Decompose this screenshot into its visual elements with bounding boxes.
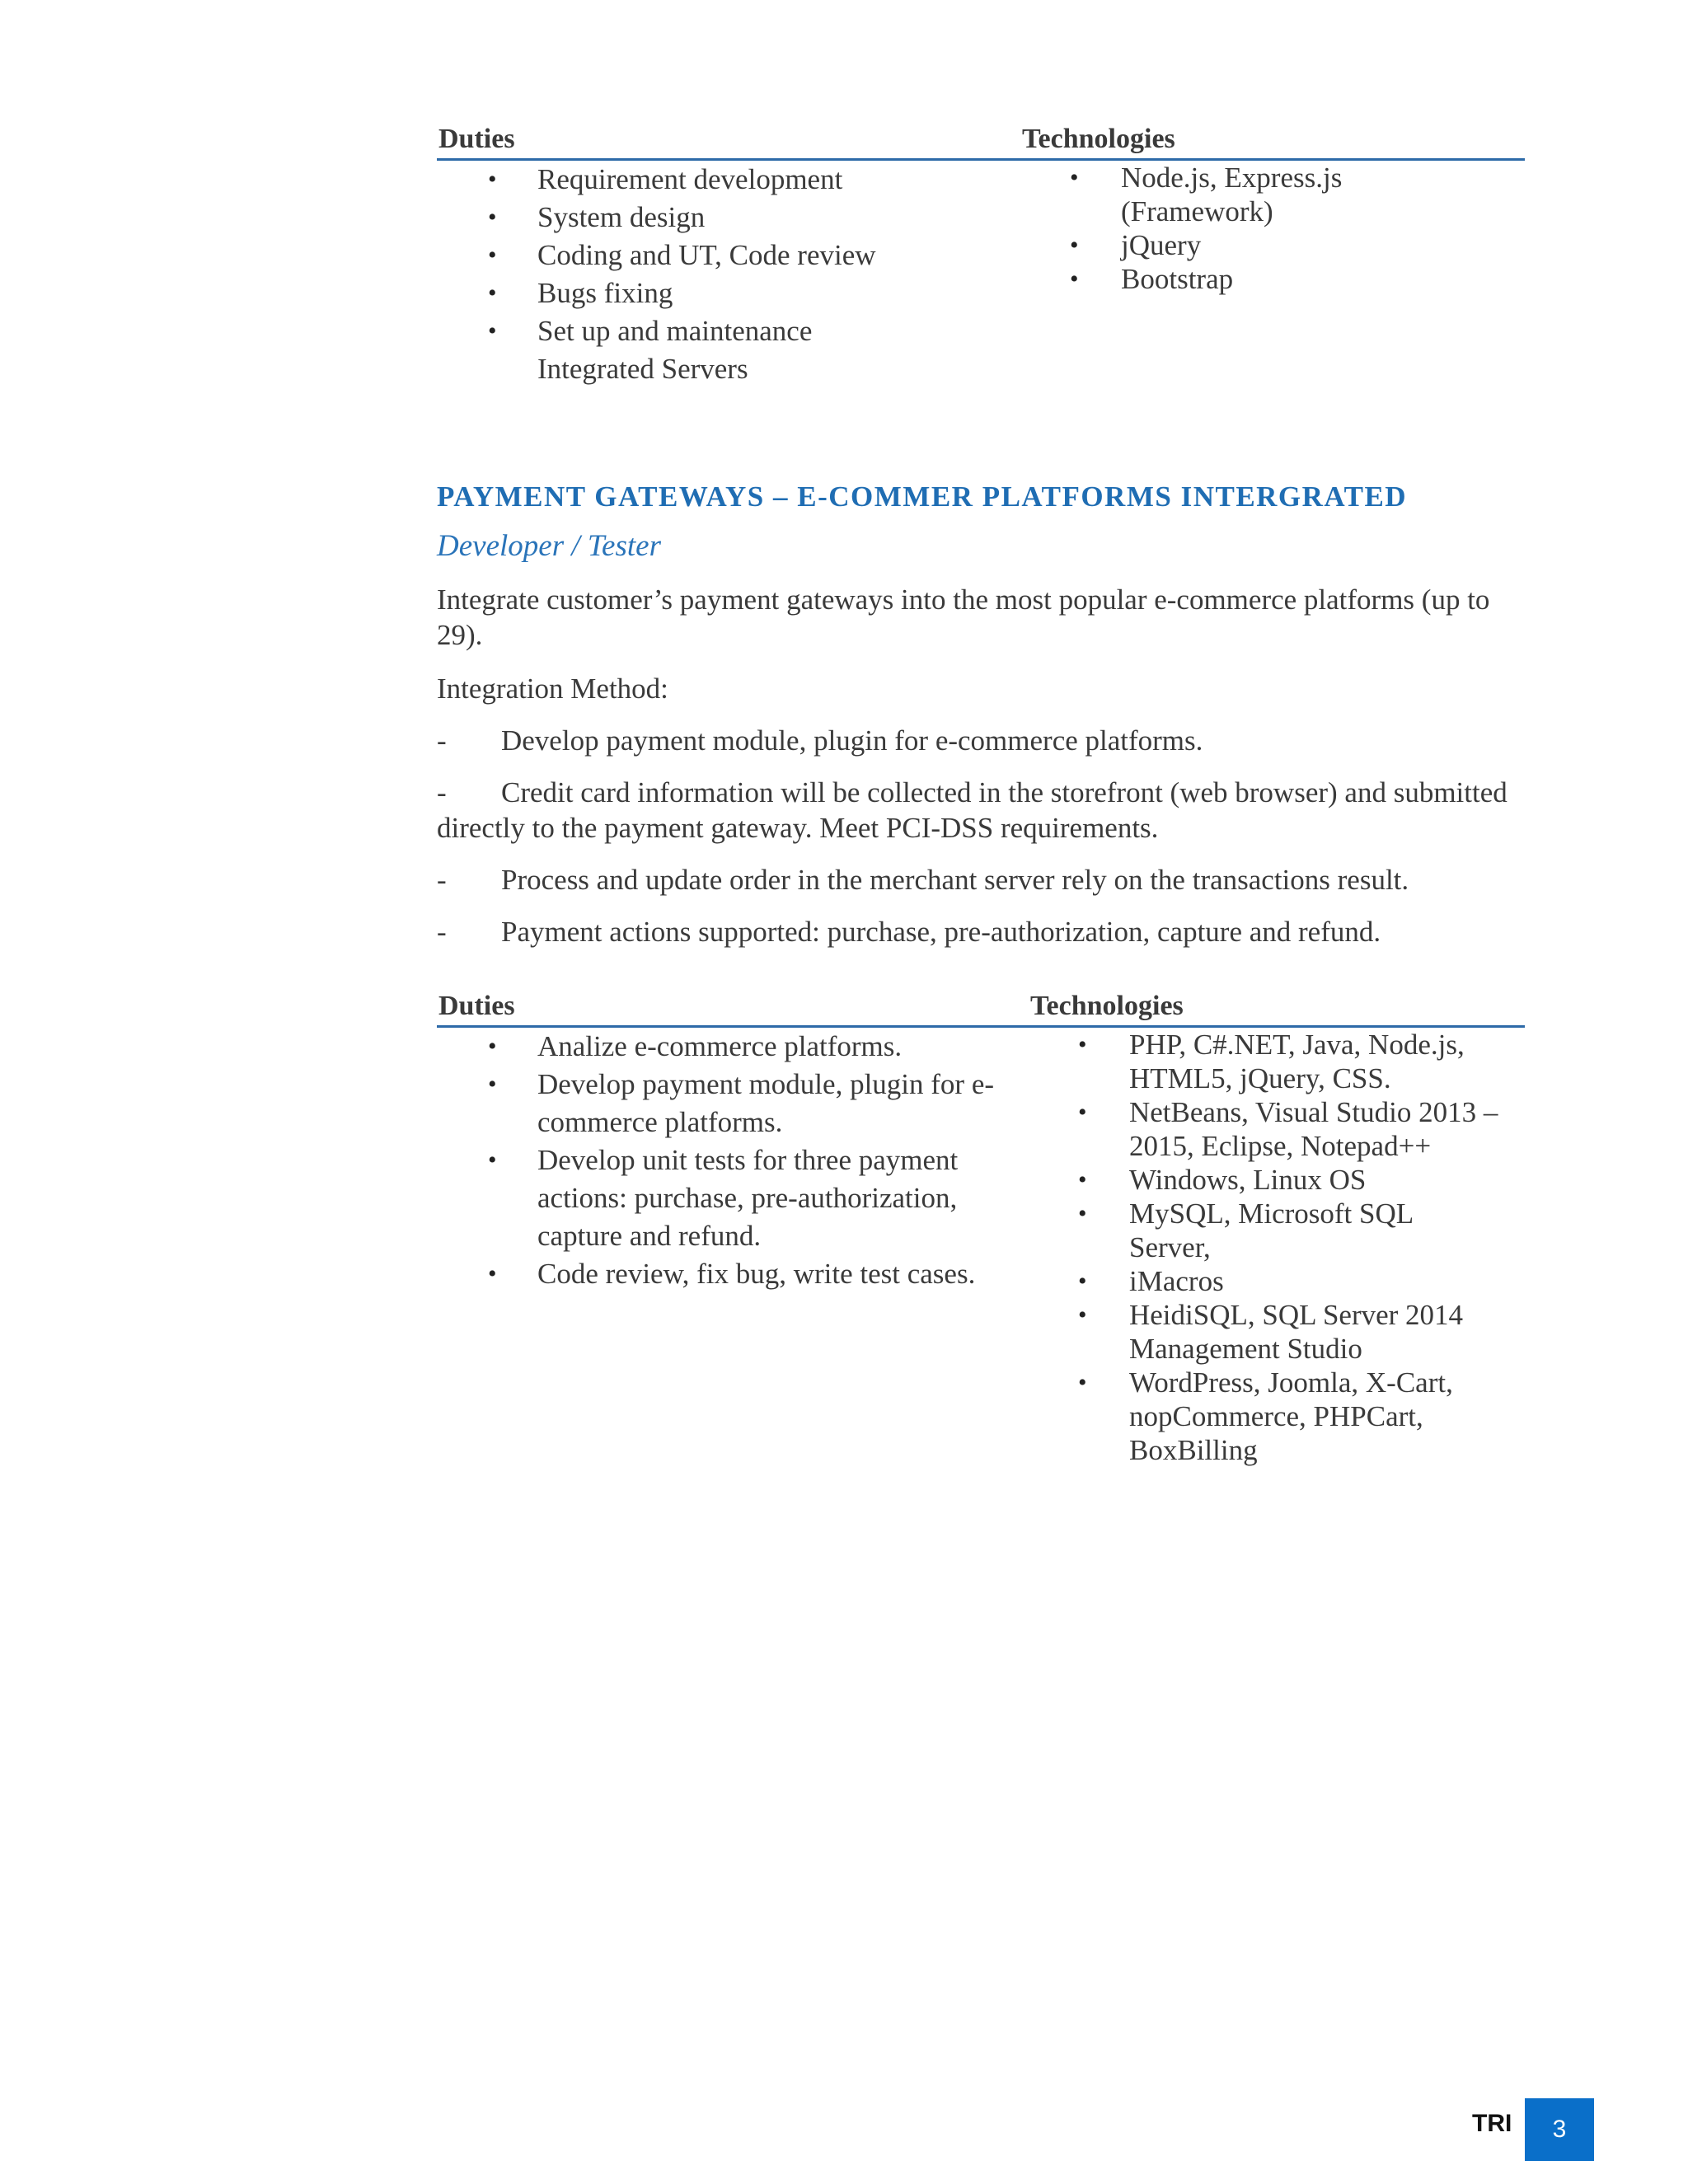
method-text: Payment actions supported: purchase, pre-authorization, capture and refund. — [501, 916, 1381, 948]
dash-marker: - — [437, 724, 447, 757]
integration-method-label: Integration Method: — [437, 673, 668, 705]
dash-marker: - — [437, 776, 447, 808]
document-content — [437, 124, 1525, 1467]
duties-header: Duties — [438, 991, 515, 1021]
page-number: 3 — [1552, 2116, 1567, 2143]
duty-item: • Code review, fix bug, write test cases. — [437, 1255, 1029, 1293]
method-text: Credit card information will be collected in the storefront (web browser) and submitted directly to the payment gateway. Meet PCI-DSS requirements. — [437, 776, 1507, 844]
technology-item: • Windows, Linux OS — [1029, 1163, 1525, 1197]
technologies-header: Technologies — [1022, 124, 1175, 154]
duty-item: • System design — [437, 199, 1020, 237]
duty-item: • Bugs fixing — [437, 274, 1020, 312]
duty-item: • Coding and UT, Code review — [437, 237, 1020, 274]
method-text: Develop payment module, plugin for e-commerce platforms. — [501, 724, 1203, 757]
dash-marker: - — [437, 916, 447, 948]
technologies-column — [1020, 161, 1525, 388]
method-item — [437, 914, 1525, 949]
technology-item: • WordPress, Joomla, X-Cart, nopCommerce, PHPCart, BoxBilling — [1029, 1366, 1500, 1467]
table-1-body — [437, 161, 1525, 388]
duty-item: • Develop payment module, plugin for e-commerce platforms. — [437, 1066, 999, 1141]
duties-column — [437, 161, 1020, 388]
technology-item: • HeidiSQL, SQL Server 2014 Management Studio — [1029, 1298, 1500, 1366]
duties-technologies-table-1 — [437, 124, 1525, 388]
technology-item: • Node.js, Express.js (Framework) — [1020, 161, 1368, 228]
technology-item: • iMacros — [1029, 1264, 1525, 1298]
dash-marker: - — [437, 864, 447, 896]
duties-column — [437, 1028, 1029, 1467]
duties-header: Duties — [438, 124, 515, 154]
technologies-header: Technologies — [1030, 991, 1184, 1021]
method-text: Process and update order in the merchant server rely on the transactions result. — [501, 864, 1409, 896]
duty-item: • Set up and maintenance Integrated Servers — [437, 312, 933, 388]
table-2-header — [437, 991, 1525, 1028]
duty-item: • Develop unit tests for three payment actions: purchase, pre-authorization, capture and refund. — [437, 1141, 999, 1255]
duty-item: • Analize e-commerce platforms. — [437, 1028, 1029, 1066]
technology-item: • PHP, C#.NET, Java, Node.js, HTML5, jQuery, CSS. — [1029, 1028, 1500, 1095]
table-1-header — [437, 124, 1525, 161]
page-number-badge — [1525, 2098, 1594, 2161]
section-title: PAYMENT GATEWAYS – E-COMMER PLATFORMS INTERGRATED — [437, 480, 1408, 513]
role-title: Developer / Tester — [437, 529, 661, 563]
section-intro: Integrate customer’s payment gateways into the most popular e-commerce platforms (up to 29). — [437, 583, 1490, 651]
technology-item: • jQuery — [1020, 228, 1525, 262]
technologies-column — [1029, 1028, 1525, 1467]
duty-item: • Requirement development — [437, 161, 1020, 199]
method-item — [437, 862, 1525, 898]
technology-item: • MySQL, Microsoft SQL Server, — [1029, 1197, 1475, 1264]
technology-item: • NetBeans, Visual Studio 2013 – 2015, Eclipse, Notepad++ — [1029, 1095, 1500, 1163]
footer-label: TRI — [1472, 2110, 1512, 2137]
method-item — [437, 775, 1525, 846]
technology-item: • Bootstrap — [1020, 262, 1525, 296]
table-2-body — [437, 1028, 1525, 1467]
duties-technologies-table-2 — [437, 991, 1525, 1467]
method-item — [437, 723, 1525, 758]
